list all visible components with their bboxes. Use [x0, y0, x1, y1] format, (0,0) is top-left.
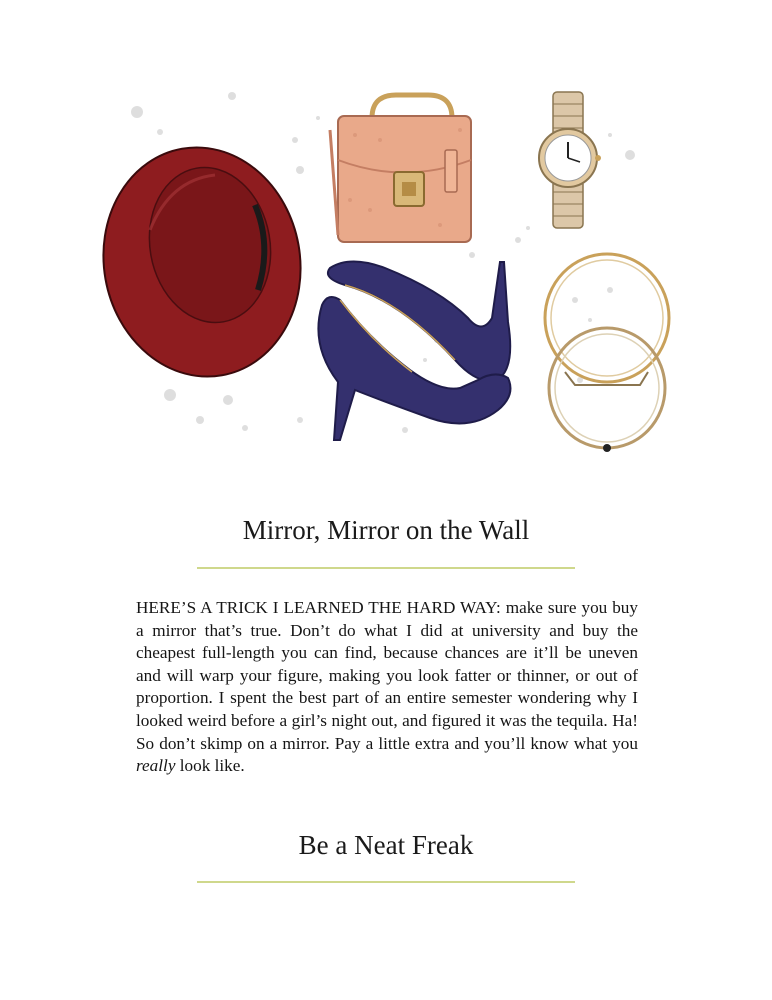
- briefcase-bag: [330, 95, 471, 242]
- bangle-bracelets: [545, 254, 669, 452]
- section-heading-neat-freak: Be a Neat Freak: [298, 830, 474, 860]
- heading-divider: [197, 881, 575, 883]
- wrist-watch: [539, 92, 601, 228]
- body-text-emphasis: really: [136, 756, 176, 776]
- high-heel-shoes: [318, 262, 510, 441]
- body-text-start: HERE’S A TRICK I LEARNED THE HARD WAY: make sure you buy a mirror that’s true. Don’t do what I did at university and buy the cheapest full-length you can find, because chances are it’ll be uneven and will warp your figure, making you look fatter or thinner, or out of proportion. I spent the best part of an entire semester wondering why I looked weird before a girl’s night out, and figured it was the tequila. Ha! So don’t skimp on a mirror. Pay a little extra and you’ll know what you: [136, 598, 638, 753]
- fashion-accessories-illustration: [0, 0, 772, 470]
- section-body-mirror: [136, 597, 638, 778]
- body-text-end: look like.: [175, 756, 245, 776]
- fedora-hat: [86, 132, 319, 393]
- heading-divider: [197, 567, 575, 569]
- section-heading-mirror: Mirror, Mirror on the Wall: [242, 515, 530, 545]
